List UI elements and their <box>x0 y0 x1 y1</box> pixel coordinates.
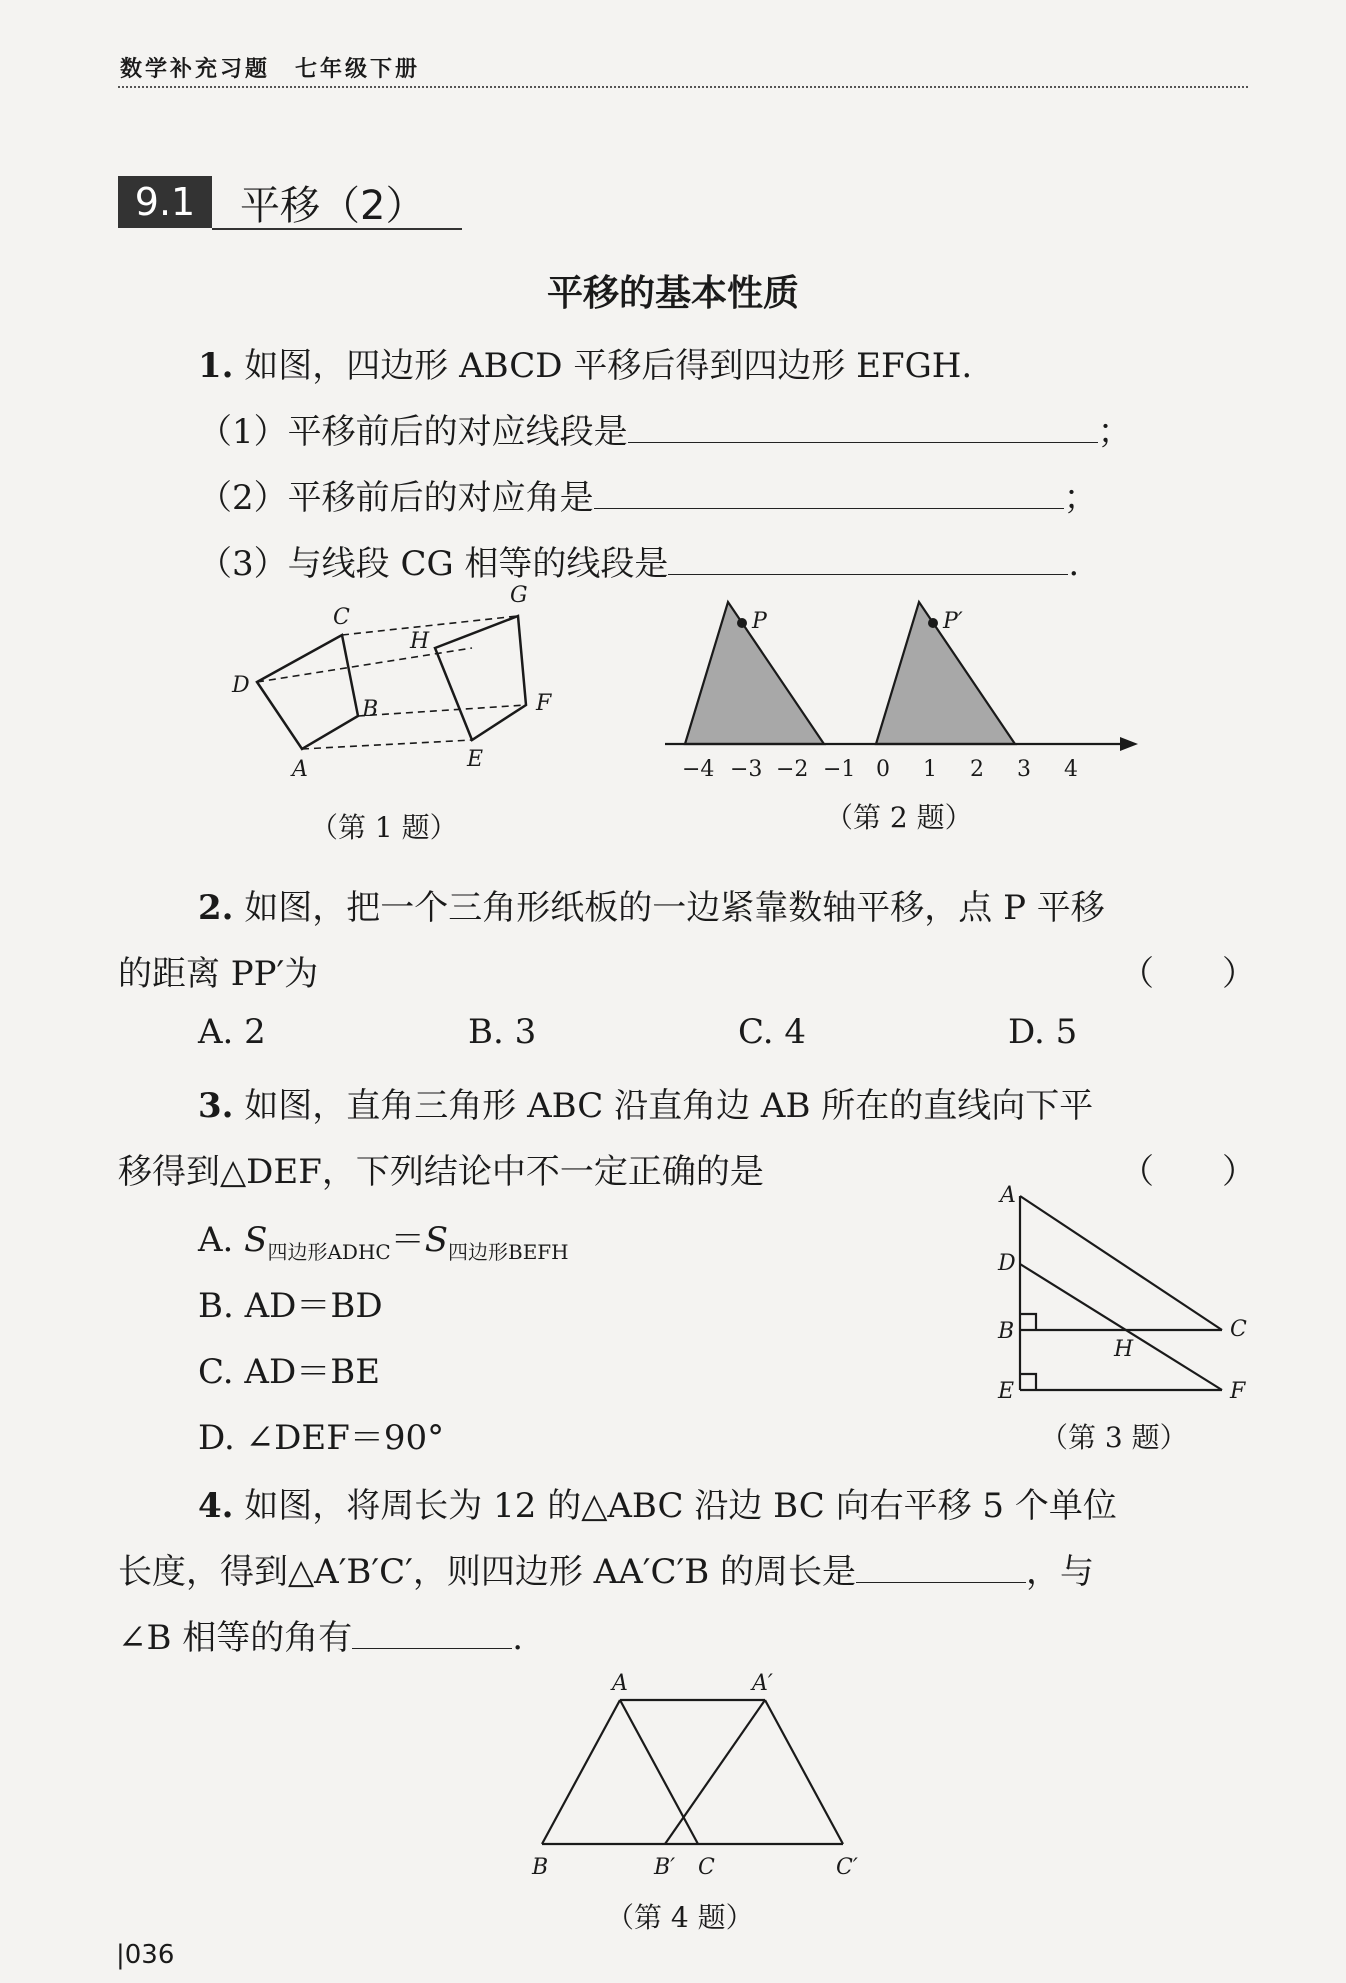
tick-2: 2 <box>970 757 984 782</box>
label-C: C <box>333 605 350 630</box>
label-H: H <box>410 629 430 654</box>
tick-neg2: −2 <box>776 757 809 782</box>
q3-option-c[interactable]: C. AD＝BE <box>198 1352 381 1392</box>
label-E: E <box>467 747 484 772</box>
figure-2-number-line <box>660 590 1140 800</box>
header-divider <box>118 86 1248 88</box>
label-A-prime: A′ <box>752 1671 773 1696</box>
q1-part3: （3）与线段 CG 相等的线段是 . <box>198 544 1080 584</box>
point-P-prime <box>928 618 938 628</box>
q2-option-a[interactable]: A. 2 <box>198 1012 266 1052</box>
q4-blank2[interactable] <box>352 1618 512 1649</box>
label-C: C <box>698 1855 715 1880</box>
label-A: A <box>292 757 308 782</box>
label-B: B <box>998 1319 1015 1344</box>
dash-bf <box>358 705 526 716</box>
label-P: P <box>752 609 767 634</box>
label-C: C <box>1230 1317 1247 1342</box>
label-D: D <box>998 1251 1016 1276</box>
tick-labels <box>682 757 1078 782</box>
quad-hgfe <box>435 616 526 740</box>
q4-stem3: ∠B 相等的角有 . <box>118 1618 524 1658</box>
right-angle-E <box>1020 1374 1036 1390</box>
label-C-prime: C′ <box>836 1855 858 1880</box>
label-B-prime: B′ <box>654 1855 676 1880</box>
label-H: H <box>1114 1337 1134 1362</box>
line-A2B2 <box>665 1700 765 1844</box>
axis-arrow <box>1120 737 1138 751</box>
label-F: F <box>536 691 552 716</box>
label-E: E <box>998 1379 1015 1404</box>
line-AC <box>1020 1196 1222 1330</box>
q1-part1: （1）平移前后的对应线段是 ； <box>198 412 1132 452</box>
figure-2-caption: （第 2 题） <box>825 801 973 834</box>
tick-4: 4 <box>1064 757 1078 782</box>
tick-3: 3 <box>1017 757 1031 782</box>
q1-blank2[interactable] <box>594 478 1064 509</box>
label-B: B <box>532 1855 549 1880</box>
quad-abcd <box>257 635 358 749</box>
point-P <box>737 618 747 628</box>
q3-option-b[interactable]: B. AD＝BD <box>198 1286 383 1326</box>
figure-1-caption: （第 1 题） <box>310 811 458 844</box>
line-A2C2 <box>765 1700 843 1844</box>
figure-1-quadrilaterals <box>220 580 580 790</box>
q1-part2: （2）平移前后的对应角是 ； <box>198 478 1098 518</box>
tick-neg1: −1 <box>823 757 856 782</box>
q3-stem2: 移得到△DEF，下列结论中不一定正确的是 <box>118 1152 764 1192</box>
section-underline <box>212 228 462 230</box>
figure-4-translated-triangles <box>520 1670 880 1890</box>
tick-neg3: −3 <box>730 757 763 782</box>
label-A: A <box>1000 1183 1016 1208</box>
q4-stem2: 长度，得到△A′B′C′，则四边形 AA′C′B 的周长是 ，与 <box>118 1552 1095 1592</box>
section-title: 平移（2） <box>240 183 426 229</box>
q4-blank1[interactable] <box>856 1552 1026 1583</box>
tick-neg4: −4 <box>682 757 715 782</box>
q3-option-d[interactable]: D. ∠DEF＝90° <box>198 1418 445 1458</box>
q3-stem: 3. 如图，直角三角形 ABC 沿直角边 AB 所在的直线向下平 <box>198 1086 1094 1126</box>
line-AC <box>620 1700 698 1844</box>
q2-option-d[interactable]: D. 5 <box>1008 1012 1078 1052</box>
line-AB <box>542 1700 620 1844</box>
tick-0: 0 <box>876 757 890 782</box>
q2-answer-paren[interactable]: （ ） <box>1120 954 1256 994</box>
label-B: B <box>362 697 379 722</box>
q4-stem: 4. 如图，将周长为 12 的△ABC 沿边 BC 向右平移 5 个单位 <box>198 1486 1117 1526</box>
q3-answer-paren[interactable]: （ ） <box>1120 1152 1256 1192</box>
line-DF <box>1020 1264 1222 1390</box>
q3-option-a[interactable]: A. $S_{四边形ADHC}=S_{四边形BEFH}$ <box>198 1220 569 1264</box>
label-G: G <box>510 583 528 608</box>
figure-3-caption: （第 3 题） <box>1040 1421 1188 1454</box>
label-F: F <box>1230 1379 1246 1404</box>
label-P-prime: P′ <box>943 609 963 634</box>
right-angle-B <box>1020 1314 1036 1330</box>
label-A: A <box>612 1671 628 1696</box>
figure-3-right-triangles <box>990 1180 1250 1420</box>
q2-option-b[interactable]: B. 3 <box>468 1012 537 1052</box>
q2-stem2: 的距离 PP′为 <box>118 954 319 994</box>
tick-1: 1 <box>923 757 937 782</box>
subheading: 平移的基本性质 <box>546 273 799 314</box>
q2-stem: 2. 如图，把一个三角形纸板的一边紧靠数轴平移，点 P 平移 <box>198 888 1105 928</box>
section-number: 9.1 <box>118 176 212 228</box>
q1-stem: 1. 如图，四边形 ABCD 平移后得到四边形 EFGH. <box>198 346 973 386</box>
page-number: |036 <box>116 1940 175 1970</box>
label-D: D <box>232 673 250 698</box>
dash-ae <box>302 740 472 749</box>
figure-4-caption: （第 4 题） <box>606 1901 754 1934</box>
q1-blank3[interactable] <box>668 544 1068 575</box>
running-header: 数学补充习题 七年级下册 <box>120 57 421 82</box>
q2-option-c[interactable]: C. 4 <box>738 1012 807 1052</box>
q1-blank1[interactable] <box>628 412 1098 443</box>
